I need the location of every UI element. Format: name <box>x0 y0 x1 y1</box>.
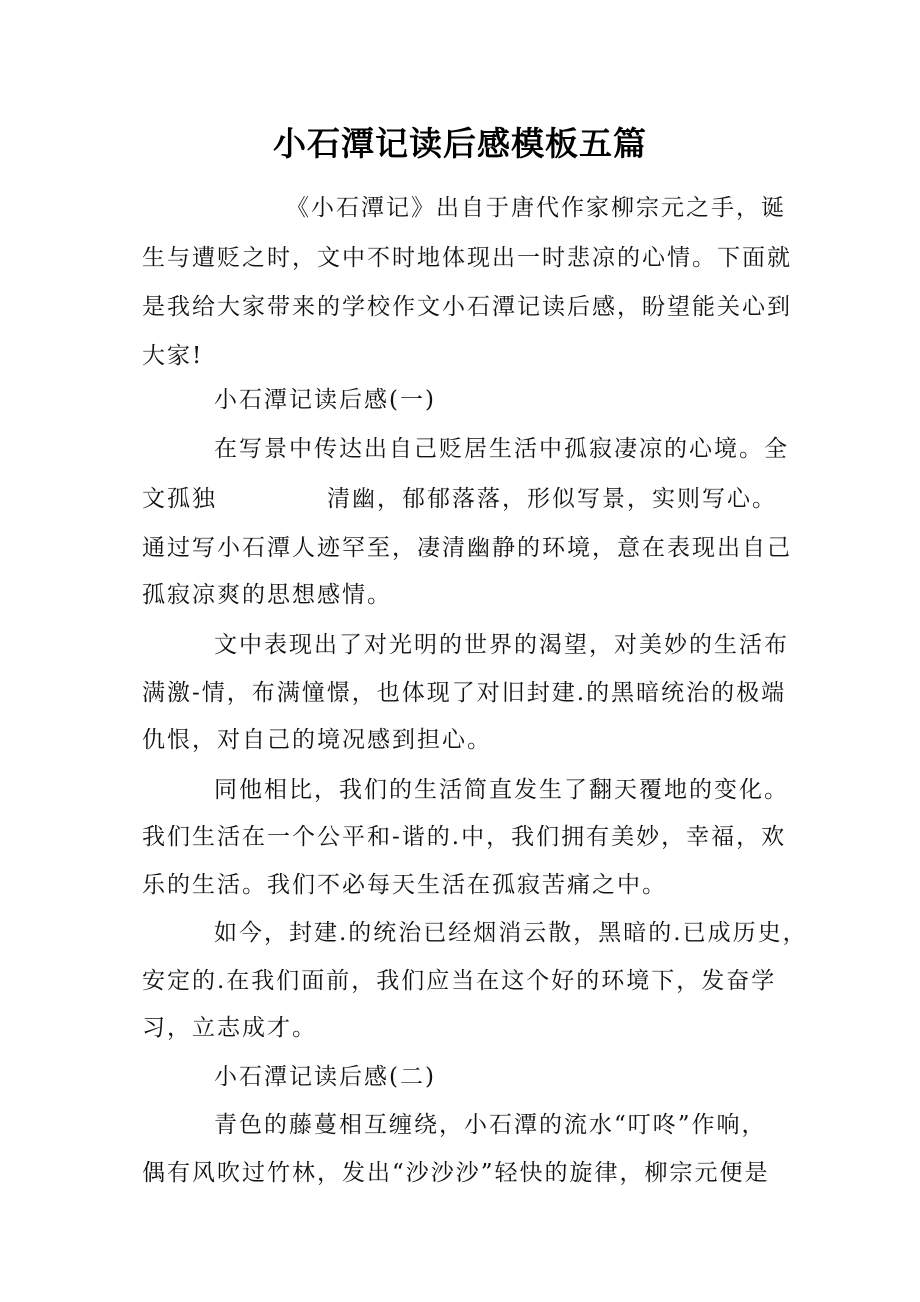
paragraph-line: 孤寂凉爽的思想感情。 <box>142 582 392 608</box>
intro-line-2: 生与遭贬之时，文中不时地体现出一时悲凉的心情。下面就 <box>142 245 792 271</box>
intro-line-3: 是我给大家带来的学校作文小石潭记读后感，盼望能关心到 <box>142 294 792 320</box>
paragraph-line <box>142 484 802 514</box>
document-title: 小石潭记读后感模板五篇 <box>273 124 647 163</box>
intro-line-1: 《小石潭记》出自于唐代作家柳宗元之手，诞 <box>286 195 786 221</box>
paragraph-line: 习，立志成才。 <box>142 1015 317 1041</box>
paragraph-line: 同他相比，我们的生活简直发生了翻天覆地的变化。 <box>214 777 789 803</box>
paragraph-line: 通过写小石潭人迹罕至，凄清幽静的环境，意在表现出自己 <box>142 535 792 561</box>
paragraph-line: 乐的生活。我们不必每天生活在孤寂苦痛之中。 <box>142 872 667 898</box>
paragraph-line: 仇恨，对自己的境况感到担心。 <box>142 727 492 753</box>
paragraph-line: 安定的.在我们面前，我们应当在这个好的环境下，发奋学 <box>142 968 777 994</box>
paragraph-fragment: 文孤独 <box>142 486 217 512</box>
paragraph-fragment: 清幽，郁郁落落，形似写景，实则写心。 <box>327 486 777 512</box>
section-heading-2: 小石潭记读后感(二) <box>214 1064 436 1090</box>
intro-line-4: 大家! <box>142 343 204 369</box>
paragraph-line: 我们生活在一个公平和-谐的.中，我们拥有美妙，幸福，欢 <box>142 824 787 850</box>
paragraph-line: 满激-情，布满憧憬，也体现了对旧封建.的黑暗统治的极端 <box>142 680 787 706</box>
paragraph-line: 在写景中传达出自己贬居生活中孤寂凄凉的心境。全 <box>214 436 789 462</box>
paragraph-line: 偶有风吹过竹林，发出“沙沙沙”轻快的旋律，柳宗元便是 <box>142 1160 770 1186</box>
section-heading-1: 小石潭记读后感(一) <box>214 387 436 413</box>
paragraph-line: 青色的藤蔓相互缠绕，小石潭的流水“叮咚”作响， <box>214 1112 767 1138</box>
paragraph-line: 如今，封建.的统治已经烟消云散，黑暗的.已成历史， <box>214 920 808 946</box>
paragraph-line: 文中表现出了对光明的世界的渴望，对美妙的生活布 <box>214 632 789 658</box>
